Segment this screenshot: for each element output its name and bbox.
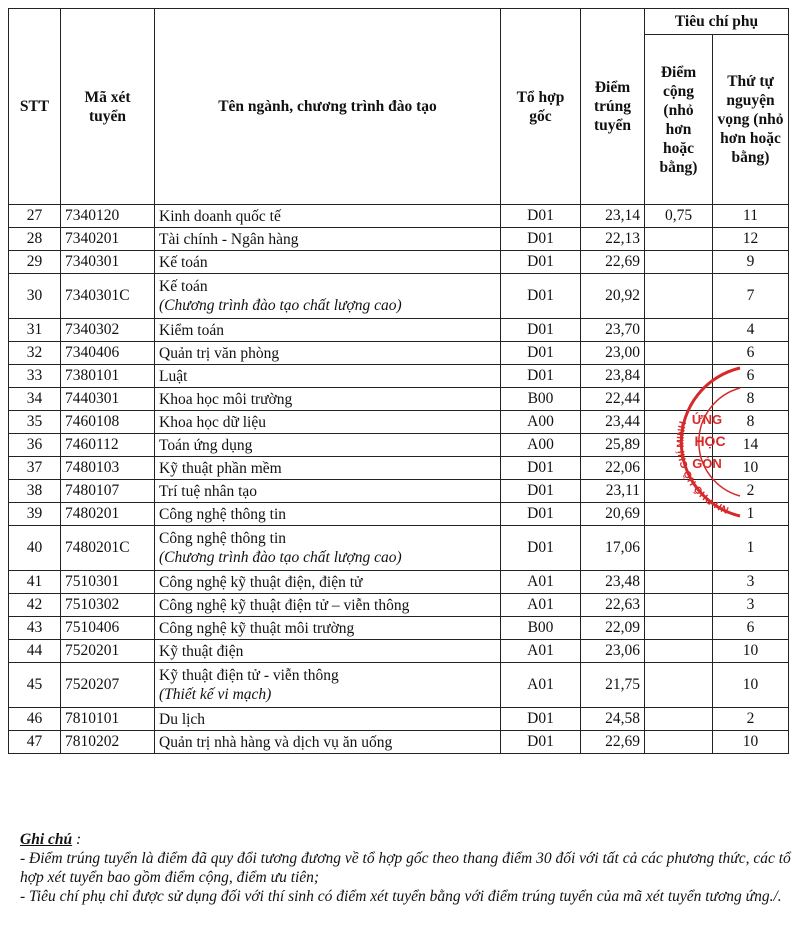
- cell-diem-trung-tuyen: 17,06: [581, 526, 645, 571]
- cell-thu-tu-nguyen-vong: 2: [713, 480, 789, 503]
- cell-diem-trung-tuyen: 23,00: [581, 342, 645, 365]
- cell-thu-tu-nguyen-vong: 11: [713, 205, 789, 228]
- cell-ten-nganh: [155, 251, 501, 274]
- cell-ma-xet-tuyen: 7480201C: [61, 526, 155, 571]
- cell-thu-tu-nguyen-vong: 10: [713, 731, 789, 754]
- cell-diem-trung-tuyen: 23,44: [581, 411, 645, 434]
- program-name: Khoa học dữ liệu: [159, 413, 266, 431]
- cell-diem-trung-tuyen: 23,14: [581, 205, 645, 228]
- cell-diem-cong: [645, 457, 713, 480]
- table-row: [9, 594, 789, 617]
- cell-diem-trung-tuyen: 20,69: [581, 503, 645, 526]
- cell-ma-xet-tuyen: 7480107: [61, 480, 155, 503]
- cell-ma-xet-tuyen: 7510406: [61, 617, 155, 640]
- program-name: Kỹ thuật điện: [159, 642, 244, 660]
- cell-stt: 37: [9, 457, 61, 480]
- cell-thu-tu-nguyen-vong: 1: [713, 526, 789, 571]
- table-row: [9, 480, 789, 503]
- cell-to-hop-goc: D01: [501, 274, 581, 319]
- cell-to-hop-goc: B00: [501, 617, 581, 640]
- header-stt: STT: [9, 9, 61, 205]
- cell-thu-tu-nguyen-vong: 6: [713, 617, 789, 640]
- program-name: Công nghệ thông tin: [159, 530, 287, 547]
- table-body: [9, 205, 789, 754]
- cell-stt: 28: [9, 228, 61, 251]
- program-subtitle: (Thiết kế vi mạch): [159, 686, 272, 703]
- cell-ten-nganh: [155, 228, 501, 251]
- cell-to-hop-goc: D01: [501, 251, 581, 274]
- program-name: Kinh doanh quốc tế: [159, 207, 281, 225]
- cell-diem-trung-tuyen: 20,92: [581, 274, 645, 319]
- table-row: [9, 457, 789, 480]
- cell-ten-nganh: [155, 663, 501, 708]
- cell-to-hop-goc: D01: [501, 731, 581, 754]
- header-diem-trung-tuyen: Điểm trúng tuyển: [581, 9, 645, 205]
- cell-to-hop-goc: D01: [501, 480, 581, 503]
- cell-ten-nganh: [155, 617, 501, 640]
- cell-ten-nganh: [155, 365, 501, 388]
- program-name: Du lịch: [159, 710, 206, 728]
- cell-to-hop-goc: A00: [501, 434, 581, 457]
- cell-ten-nganh: [155, 594, 501, 617]
- table-row: [9, 205, 789, 228]
- program-name: Trí tuệ nhân tạo: [159, 482, 258, 500]
- cell-diem-trung-tuyen: 22,69: [581, 251, 645, 274]
- cell-ten-nganh: [155, 571, 501, 594]
- cell-diem-trung-tuyen: 22,63: [581, 594, 645, 617]
- cell-stt: 32: [9, 342, 61, 365]
- cell-diem-cong: 0,75: [645, 205, 713, 228]
- program-name: Quản trị văn phòng: [159, 344, 280, 362]
- table-row: [9, 434, 789, 457]
- cell-ten-nganh: [155, 731, 501, 754]
- cell-diem-cong: [645, 708, 713, 731]
- cell-diem-cong: [645, 617, 713, 640]
- header-tieu-chi-phu: Tiêu chí phụ: [645, 9, 789, 35]
- cell-diem-cong: [645, 228, 713, 251]
- cell-diem-trung-tuyen: 25,89: [581, 434, 645, 457]
- program-name: Quản trị nhà hàng và dịch vụ ăn uống: [159, 733, 393, 751]
- cell-to-hop-goc: A01: [501, 663, 581, 708]
- table-row: [9, 663, 789, 708]
- cell-thu-tu-nguyen-vong: 8: [713, 388, 789, 411]
- program-name: Kế toán: [159, 253, 208, 271]
- cell-stt: 36: [9, 434, 61, 457]
- table-row: [9, 274, 789, 319]
- cell-stt: 31: [9, 319, 61, 342]
- cell-ma-xet-tuyen: 7520207: [61, 663, 155, 708]
- cell-thu-tu-nguyen-vong: 6: [713, 365, 789, 388]
- cell-stt: 35: [9, 411, 61, 434]
- cell-to-hop-goc: D01: [501, 228, 581, 251]
- header-thu-tu-nguyen-vong: Thứ tự nguyện vọng (nhỏ hơn hoặc bằng): [713, 35, 789, 205]
- cell-stt: 27: [9, 205, 61, 228]
- program-name: Công nghệ kỹ thuật điện, điện tử: [159, 573, 363, 591]
- cell-diem-trung-tuyen: 24,58: [581, 708, 645, 731]
- notes-title: Ghi chú: [20, 831, 73, 848]
- cell-stt: 30: [9, 274, 61, 319]
- cell-to-hop-goc: D01: [501, 708, 581, 731]
- program-name: Kỹ thuật điện tử - viễn thông: [159, 667, 339, 684]
- cell-ma-xet-tuyen: 7480103: [61, 457, 155, 480]
- cell-to-hop-goc: B00: [501, 388, 581, 411]
- cell-to-hop-goc: A00: [501, 411, 581, 434]
- cell-ma-xet-tuyen: 7520201: [61, 640, 155, 663]
- cell-thu-tu-nguyen-vong: 2: [713, 708, 789, 731]
- cell-diem-trung-tuyen: 22,69: [581, 731, 645, 754]
- cell-stt: 47: [9, 731, 61, 754]
- cell-thu-tu-nguyen-vong: 10: [713, 663, 789, 708]
- cell-ma-xet-tuyen: 7340406: [61, 342, 155, 365]
- cell-to-hop-goc: A01: [501, 594, 581, 617]
- cell-ten-nganh: [155, 480, 501, 503]
- cell-diem-cong: [645, 640, 713, 663]
- cell-stt: 39: [9, 503, 61, 526]
- program-name: Luật: [159, 367, 188, 385]
- table-row: [9, 319, 789, 342]
- cell-to-hop-goc: D01: [501, 526, 581, 571]
- cell-ma-xet-tuyen: 7440301: [61, 388, 155, 411]
- cell-diem-trung-tuyen: 23,48: [581, 571, 645, 594]
- cell-diem-cong: [645, 251, 713, 274]
- table-row: [9, 228, 789, 251]
- cell-diem-trung-tuyen: 22,13: [581, 228, 645, 251]
- cell-ma-xet-tuyen: 7810202: [61, 731, 155, 754]
- cell-to-hop-goc: D01: [501, 319, 581, 342]
- cell-ma-xet-tuyen: 7810101: [61, 708, 155, 731]
- cell-ten-nganh: [155, 205, 501, 228]
- cell-stt: 43: [9, 617, 61, 640]
- cell-thu-tu-nguyen-vong: 3: [713, 594, 789, 617]
- header-ten-nganh: Tên ngành, chương trình đào tạo: [155, 9, 501, 205]
- cell-ten-nganh: [155, 708, 501, 731]
- cell-diem-trung-tuyen: 23,11: [581, 480, 645, 503]
- cell-thu-tu-nguyen-vong: 3: [713, 571, 789, 594]
- cell-diem-cong: [645, 274, 713, 319]
- cell-ma-xet-tuyen: 7340120: [61, 205, 155, 228]
- table-row: [9, 251, 789, 274]
- cell-thu-tu-nguyen-vong: 7: [713, 274, 789, 319]
- cell-ma-xet-tuyen: 7340301: [61, 251, 155, 274]
- table-row: [9, 571, 789, 594]
- cell-ma-xet-tuyen: 7340301C: [61, 274, 155, 319]
- cell-ma-xet-tuyen: 7380101: [61, 365, 155, 388]
- program-name: Công nghệ kỹ thuật điện tử – viễn thông: [159, 596, 410, 614]
- cell-ma-xet-tuyen: 7510302: [61, 594, 155, 617]
- cell-stt: 29: [9, 251, 61, 274]
- cell-to-hop-goc: A01: [501, 571, 581, 594]
- svg-text:HỌC: HỌC: [694, 433, 726, 449]
- program-name: Kiểm toán: [159, 321, 224, 339]
- cell-diem-cong: [645, 365, 713, 388]
- program-name: Kế toán: [159, 278, 208, 295]
- svg-text:NH PHỐ HỒ CHÍ MINH: NH PHỐ HỒ CHÍ MINH: [675, 420, 731, 516]
- cell-to-hop-goc: D01: [501, 342, 581, 365]
- cell-thu-tu-nguyen-vong: 14: [713, 434, 789, 457]
- cell-diem-cong: [645, 388, 713, 411]
- cell-to-hop-goc: D01: [501, 365, 581, 388]
- header-diem-cong: Điểm cộng (nhỏ hơn hoặc bằng): [645, 35, 713, 205]
- cell-to-hop-goc: A01: [501, 640, 581, 663]
- program-name: Khoa học môi trường: [159, 390, 293, 408]
- program-name: Công nghệ kỹ thuật môi trường: [159, 619, 355, 637]
- cell-ten-nganh: [155, 274, 501, 319]
- svg-text:GÒN: GÒN: [692, 456, 722, 471]
- cell-diem-trung-tuyen: 23,06: [581, 640, 645, 663]
- cell-diem-trung-tuyen: 22,06: [581, 457, 645, 480]
- cell-diem-trung-tuyen: 22,44: [581, 388, 645, 411]
- svg-text:ỨNG: ỨNG: [691, 412, 723, 427]
- cell-ten-nganh: [155, 411, 501, 434]
- table-row: [9, 708, 789, 731]
- cell-stt: 46: [9, 708, 61, 731]
- cell-ma-xet-tuyen: 7460108: [61, 411, 155, 434]
- cell-thu-tu-nguyen-vong: 10: [713, 457, 789, 480]
- cell-ma-xet-tuyen: 7480201: [61, 503, 155, 526]
- cell-to-hop-goc: D01: [501, 503, 581, 526]
- cell-stt: 40: [9, 526, 61, 571]
- admission-score-table: [8, 8, 789, 754]
- cell-diem-cong: [645, 342, 713, 365]
- cell-thu-tu-nguyen-vong: 1: [713, 503, 789, 526]
- cell-stt: 45: [9, 663, 61, 708]
- cell-stt: 38: [9, 480, 61, 503]
- cell-diem-cong: [645, 663, 713, 708]
- table-row: [9, 526, 789, 571]
- cell-ten-nganh: [155, 640, 501, 663]
- cell-diem-cong: [645, 319, 713, 342]
- table-row: [9, 388, 789, 411]
- cell-diem-cong: [645, 480, 713, 503]
- cell-ten-nganh: [155, 526, 501, 571]
- header-ma-xet-tuyen: Mã xét tuyển: [61, 9, 155, 205]
- cell-diem-trung-tuyen: 23,70: [581, 319, 645, 342]
- cell-diem-cong: [645, 731, 713, 754]
- program-name: Công nghệ thông tin: [159, 505, 287, 523]
- table-row: [9, 640, 789, 663]
- cell-diem-cong: [645, 594, 713, 617]
- cell-thu-tu-nguyen-vong: 6: [713, 342, 789, 365]
- cell-ten-nganh: [155, 388, 501, 411]
- cell-diem-trung-tuyen: 22,09: [581, 617, 645, 640]
- cell-stt: 33: [9, 365, 61, 388]
- cell-ma-xet-tuyen: 7340302: [61, 319, 155, 342]
- cell-diem-trung-tuyen: 23,84: [581, 365, 645, 388]
- cell-ma-xet-tuyen: 7510301: [61, 571, 155, 594]
- cell-diem-cong: [645, 411, 713, 434]
- cell-thu-tu-nguyen-vong: 12: [713, 228, 789, 251]
- cell-ma-xet-tuyen: 7460112: [61, 434, 155, 457]
- cell-diem-cong: [645, 526, 713, 571]
- cell-thu-tu-nguyen-vong: 9: [713, 251, 789, 274]
- cell-diem-cong: [645, 503, 713, 526]
- cell-ma-xet-tuyen: 7340201: [61, 228, 155, 251]
- table-row: [9, 731, 789, 754]
- cell-ten-nganh: [155, 319, 501, 342]
- cell-ten-nganh: [155, 434, 501, 457]
- program-subtitle: (Chương trình đào tạo chất lượng cao): [159, 549, 402, 566]
- table-row: [9, 365, 789, 388]
- cell-thu-tu-nguyen-vong: 4: [713, 319, 789, 342]
- cell-ten-nganh: [155, 503, 501, 526]
- cell-stt: 41: [9, 571, 61, 594]
- cell-ten-nganh: [155, 342, 501, 365]
- note-item-1: - Điểm trúng tuyển là điểm đã quy đổi tương đương về tổ hợp gốc theo thang điểm 30 đối với tất cả các phương thức, các tổ hợp xét tuyển bao gồm điểm cộng, điểm ưu tiên;: [20, 850, 791, 886]
- notes-title-suffix: :: [72, 831, 82, 848]
- program-subtitle: (Chương trình đào tạo chất lượng cao): [159, 297, 402, 314]
- program-name: Toán ứng dụng: [159, 436, 253, 454]
- table-row: [9, 503, 789, 526]
- program-name: Kỹ thuật phần mềm: [159, 459, 282, 477]
- cell-stt: 34: [9, 388, 61, 411]
- cell-stt: 42: [9, 594, 61, 617]
- table-row: [9, 617, 789, 640]
- cell-stt: 44: [9, 640, 61, 663]
- cell-to-hop-goc: D01: [501, 205, 581, 228]
- table-row: [9, 411, 789, 434]
- note-item-2: - Tiêu chí phụ chỉ được sử dụng đối với thí sinh có điểm xét tuyển bằng với điểm trúng tuyển của mã xét tuyển tương ứng./.: [20, 888, 782, 905]
- cell-to-hop-goc: D01: [501, 457, 581, 480]
- table-row: [9, 342, 789, 365]
- cell-diem-cong: [645, 571, 713, 594]
- cell-diem-cong: [645, 434, 713, 457]
- cell-thu-tu-nguyen-vong: 10: [713, 640, 789, 663]
- cell-ten-nganh: [155, 457, 501, 480]
- program-name: Tài chính - Ngân hàng: [159, 230, 299, 248]
- cell-thu-tu-nguyen-vong: 8: [713, 411, 789, 434]
- cell-diem-trung-tuyen: 21,75: [581, 663, 645, 708]
- notes-section: [20, 830, 792, 906]
- header-to-hop-goc: Tổ hợp gốc: [501, 9, 581, 205]
